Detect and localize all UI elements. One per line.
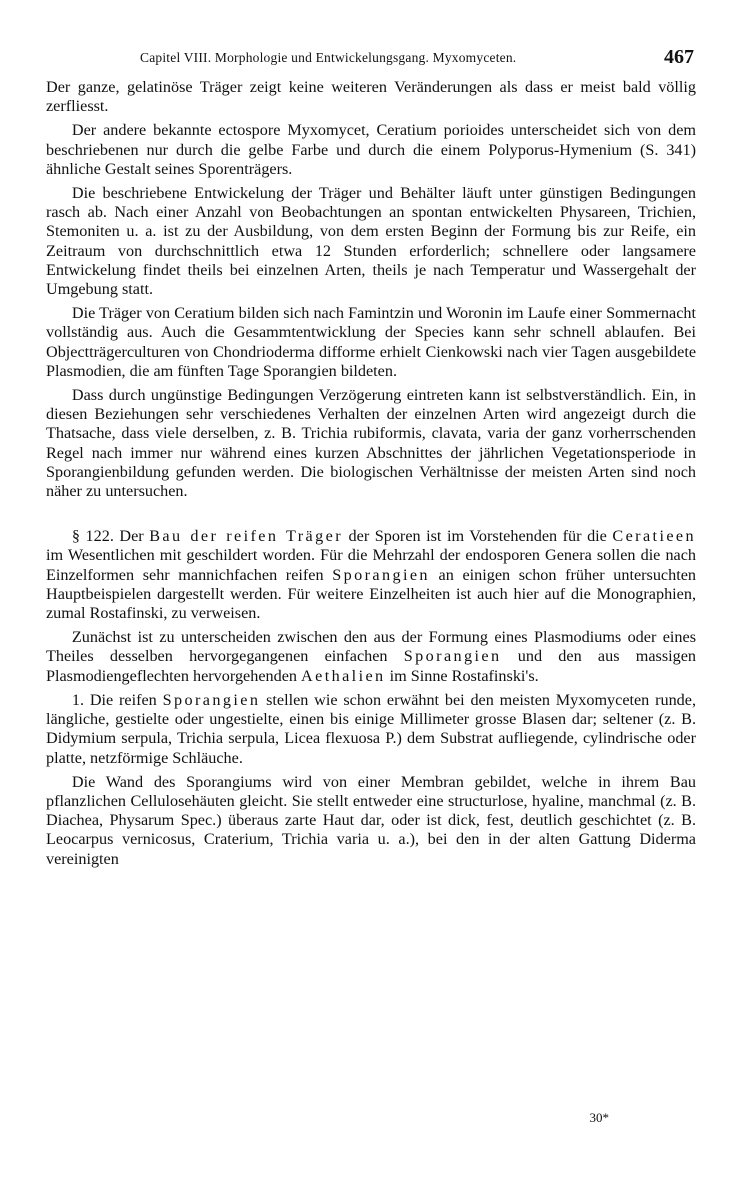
paragraph-p8 <box>46 691 696 768</box>
running-head: Capitel VIII. Morphologie und Entwickelungsgang. Myxomyceten. <box>140 50 517 65</box>
spaced-term: Sporangien <box>162 690 261 709</box>
paragraph-p4 <box>46 304 696 381</box>
spaced-term: Sporangien <box>332 565 430 584</box>
text-run: im Wesentlichen mit geschildert worden. Für die Mehrzahl der endosporen Genera sollen die nach Einzelformen sehr mannichfachen reifen <box>46 546 696 584</box>
text-run: Die Träger von Ceratium bilden sich nach Famintzin und Woronin im Laufe einer Sommernacht vollständig aus. Auch die Gesammtentwicklung der Species kann sehr schnell ablaufen. Bei Objectträgerculturen von Chondrioderma difforme erhielt Cienkowski nach vier Tagen ausgebildete Plasmodien, die am fünften Tage Sporangien bildeten. <box>46 304 696 380</box>
text-run: und den aus massigen Plasmodiengeflechten hervorgehenden <box>46 647 696 685</box>
paragraph-p6 <box>46 527 696 623</box>
text-run: im Sinne Rostafinski's. <box>385 666 539 685</box>
text-run: § 122. Der <box>71 527 150 546</box>
text-run: Die Wand des Sporangiums wird von einer Membran gebildet, welche in ihrem Bau pflanzlichen Cellulosehäuten gleicht. Sie stellt entweder eine structurlose, hyaline, manchmal (z. B. Diachea, Physarum Spec.) überaus zarte Haut dar, oder ist dick, fest, deutlich geschichtet (z. B. Leocarpus vernicosus, Craterium, Trichia varia u. a.), bei den in der alten Gattung Diderma vereinigten <box>46 772 696 868</box>
paragraph-p5 <box>46 386 696 501</box>
document-page <box>46 44 696 874</box>
body-text <box>46 78 696 869</box>
text-run: 1. Die reifen <box>71 690 163 709</box>
spaced-term: Bau der reifen Träger <box>149 527 343 546</box>
page-header <box>46 44 696 78</box>
spaced-term: Ceratieen <box>612 527 697 546</box>
text-run: stellen wie schon erwähnt bei den meisten Myxomyceten runde, längliche, gestielte oder ungestielte, einen bis einige Millimeter grosse Blasen dar; seltener (z. B. Didymium serpula, Trichia serpula, Licea flexuosa P.) dem Substrat aufliegende, cylindrische oder platte, netzförmige Schläuche. <box>46 690 696 767</box>
paragraph-p9 <box>46 773 696 869</box>
printer-signature: 30* <box>589 1110 609 1125</box>
text-run: Der ganze, gelatinöse Träger zeigt keine weiteren Veränderungen als dass er meist bald völlig zerfliesst. <box>46 78 696 116</box>
text-run: Dass durch ungünstige Bedingungen Verzögerung eintreten kann ist selbstverständlich. Ein, in diesen Beziehungen sehr verschiedenes Verhalten der einzelnen Arten wird angezeigt durch die Thatsache, dass viele derselben, z. B. Trichia rubiformis, clavata, varia der ganz vorherrschenden Regel nach immer nur während eines kurzen Abschnittes der jährlichen Vegetationsperiode in Sporangienbildung gefunden werden. Die biologischen Verhältnisse der meisten Arten sind noch näher zu untersuchen. <box>46 386 696 501</box>
text-run: Zunächst ist zu unterscheiden zwischen den aus der Formung eines Plasmodiums oder eines Theiles desselben hervorgegangenen einfachen <box>46 628 696 666</box>
text-run: Der andere bekannte ectospore Myxomycet, Ceratium porioides unterscheidet sich von dem beschriebenen nur durch die gelbe Farbe und durch die einem Polyporus-Hymenium (S. 341) ähnliche Gestalt seines Sporenträgers. <box>46 121 696 178</box>
text-run: der Sporen ist im Vorstehenden für die <box>343 527 613 546</box>
text-run: an einigen schon früher untersuchten Hauptbeispielen dargestellt werden. Für weitere Einzelheiten ist auch hier auf die Monographien, zumal Rostafinski, zu verweisen. <box>46 565 696 623</box>
spaced-term: Sporangien <box>403 647 502 666</box>
page-number: 467 <box>664 46 694 68</box>
text-run: Die beschriebene Entwickelung der Träger und Behälter läuft unter günstigen Bedingungen rasch ab. Nach einer Anzahl von Beobachtungen an spontan entwickelten Physareen, Trichien, Stemoniten u. a. ist zu der Ausbildung, von dem ersten Beginn der Formung bis zur Reife, ein Zeitraum von durchschnittlich etwa 12 Stunden erforderlich; schnellere oder langsamere Entwickelung findet theils bei einzelnen Arten, theils je nach Temperatur und Wassergehalt der Umgebung statt. <box>46 184 696 299</box>
paragraph-p3 <box>46 184 696 299</box>
spaced-term: Aethalien <box>301 666 386 685</box>
paragraph-p2 <box>46 121 696 179</box>
paragraph-p1 <box>46 78 696 116</box>
paragraph-p7 <box>46 628 696 686</box>
